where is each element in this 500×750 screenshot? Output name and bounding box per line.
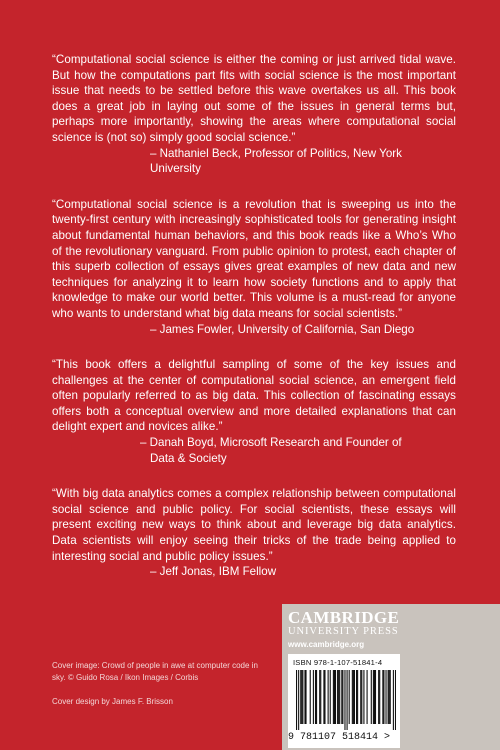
barcode-bar: [360, 670, 361, 724]
cover-credits: [52, 660, 272, 708]
barcode-bar: [298, 670, 299, 730]
barcode-bar: [374, 670, 375, 724]
barcode-bar: [389, 670, 390, 724]
cover-design-credit: Cover design by James F. Brisson: [52, 697, 173, 706]
barcode-bar: [385, 670, 386, 724]
barcode-bar: [347, 670, 348, 730]
quote-text: “Computational social science is either the coming or just arrived tidal wave. But how the computations part fits with social science is the most important issue that needs to be settled before this wave overtakes us all. This book does a great job in laying out some of the issues in general terms but, perhaps more importantly, showing the areas where computational social science is (not so) simply good social science.”: [52, 53, 456, 144]
ean-digits: 9 781107 518414 >: [288, 732, 391, 743]
quote-attribution: – James Fowler, University of California, San Diego: [150, 322, 415, 336]
barcode-bar: [315, 670, 316, 724]
barcode-bar: [304, 670, 305, 724]
publisher-name: CAMBRIDGE: [288, 608, 400, 627]
publisher-url: www.cambridge.org: [288, 640, 365, 649]
quote-attribution: – Jeff Jonas, IBM Fellow: [150, 565, 277, 579]
barcode-bar: [363, 670, 364, 724]
endorsements: [52, 52, 456, 600]
barcode: [288, 654, 400, 748]
barcode-bar: [319, 670, 320, 724]
barcode-bar: [383, 670, 384, 724]
barcode-bar: [393, 670, 394, 730]
barcode-bar: [375, 670, 376, 724]
barcode-bar: [302, 670, 303, 724]
quote-text: “Computational social science is a revolution that is sweeping us into the twenty-first century with increasingly sophisticated tools for generating insight about fundamental human behaviors, and this book reads like a Who’s Who of the revolutionary vanguard. From public opinion to protest, each chapter of this superb collection of essays gives great examples of new data and new techniques for analyzing it to learn how society functions and to apply that knowledge to make our world better. This volume is a must-read for anyone who wants to understand what big data means for social scientists.”: [52, 197, 456, 320]
barcode-bar: [296, 670, 297, 730]
barcode-bar: [357, 670, 358, 724]
endorsement-boyd: [52, 357, 456, 466]
isbn-label: ISBN 978-1-107-51841-4: [293, 658, 383, 667]
barcode-bar: [301, 670, 302, 724]
barcode-bar: [382, 670, 383, 724]
barcode-bar: [300, 670, 301, 724]
barcode-bar: [342, 670, 343, 724]
barcode-bar: [324, 670, 325, 724]
barcode-bar: [323, 670, 324, 724]
barcode-bar: [349, 670, 350, 724]
barcode-bar: [305, 670, 306, 724]
barcode-bar: [341, 670, 342, 724]
barcode-bar: [395, 670, 396, 730]
barcode-bar: [338, 670, 339, 724]
quote-text: “This book offers a delightful sampling of some of the key issues and challenges at the center of computational social science, an emergent field often popularly referred to as big data. This collection of fascinating essays offers both a conceptual overview and more detailed explanations that can delight expert and novices alike.”: [52, 358, 456, 434]
barcode-bar: [379, 670, 380, 724]
barcode-bar: [390, 670, 391, 724]
barcode-bar: [310, 670, 311, 724]
barcode-bar: [378, 670, 379, 724]
quote-text: “With big data analytics comes a complex relationship between computational social science and public policy. For social scientists, these essays will present exciting new ways to think about and leverage big data analytics. Data scientists will enjoy seeing their tricks of the trade being applied to interesting social and public policy issues.”: [52, 487, 456, 563]
barcode-bar: [371, 670, 372, 724]
barcode-bar: [337, 670, 338, 724]
endorsement-beck: [52, 52, 456, 177]
quote-attribution: – Nathaniel Beck, Professor of Politics, New York University: [150, 146, 402, 176]
barcode-bar: [352, 670, 353, 724]
publisher-panel: [282, 604, 500, 750]
barcode-bar: [388, 670, 389, 724]
endorsement-fowler: [52, 197, 456, 337]
publisher-press: UNIVERSITY PRESS: [288, 626, 399, 637]
publisher-logo: [288, 609, 406, 650]
barcode-bar: [316, 670, 317, 724]
barcode-bar: [330, 670, 331, 724]
barcode-bar: [334, 670, 335, 724]
quote-attribution: [52, 435, 456, 466]
barcode-bar: [320, 670, 321, 724]
cover-image-credit: Cover image: Crowd of people in awe at computer code in sky. © Guido Rosa / Ikon Images / Corbis: [52, 661, 258, 682]
barcode-bar: [356, 670, 357, 724]
barcode-bar: [333, 670, 334, 724]
attribution-line-1: – Danah Boyd, Microsoft Research and Founder of: [140, 436, 402, 450]
barcode-bar: [335, 670, 336, 724]
endorsement-jonas: [52, 486, 456, 580]
barcode-bar: [328, 670, 329, 724]
barcode-bar: [339, 670, 340, 724]
barcode-bar: [367, 670, 368, 724]
barcode-bar: [344, 670, 345, 730]
barcode-bar: [353, 670, 354, 724]
barcode-bars: [296, 670, 396, 730]
barcode-bar: [373, 670, 374, 724]
barcode-bar: [361, 670, 362, 724]
barcode-bar: [354, 670, 355, 724]
barcode-bar: [313, 670, 314, 724]
attribution-line-2: Data & Society: [150, 451, 227, 465]
